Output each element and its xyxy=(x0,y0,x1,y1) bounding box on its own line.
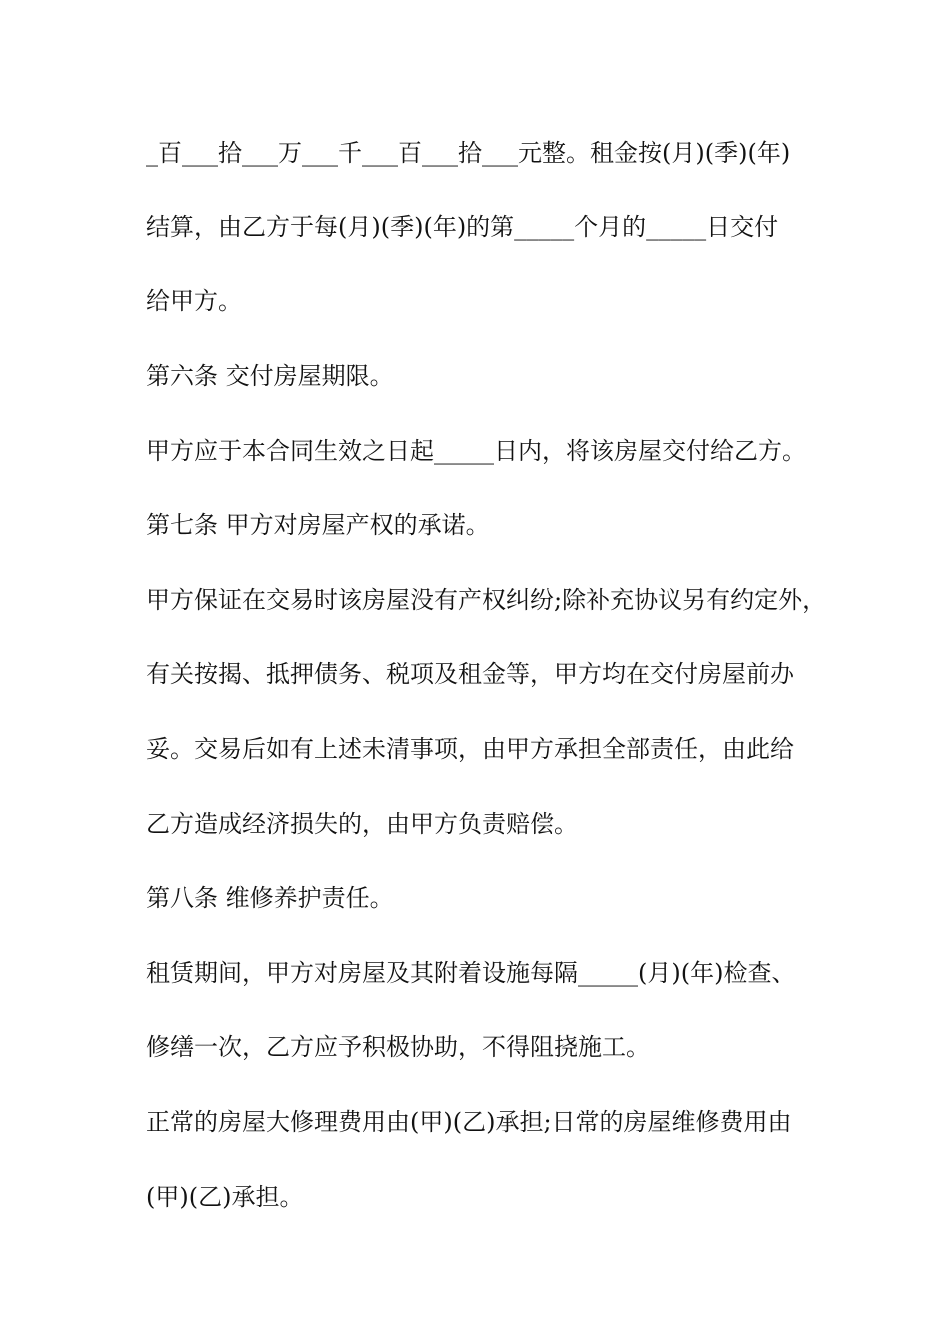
contract-line-settlement: 结算，由乙方于每(月)(季)(年)的第_____个月的_____日交付 xyxy=(146,213,779,241)
contract-line-payee: 给甲方。 xyxy=(146,287,242,315)
article-7-body-line-1: 甲方保证在交易时该房屋没有产权纠纷;除补充协议另有约定外， xyxy=(146,586,827,614)
article-7-heading: 第七条 甲方对房屋产权的承诺。 xyxy=(146,511,490,539)
article-7-body-line-4: 乙方造成经济损失的，由甲方负责赔偿。 xyxy=(146,810,578,838)
article-7-body-line-3: 妥。交易后如有上述未清事项，由甲方承担全部责任，由此给 xyxy=(146,735,794,763)
article-8-body-line-2: 修缮一次，乙方应予积极协助，不得阻挠施工。 xyxy=(146,1033,650,1061)
article-6-heading: 第六条 交付房屋期限。 xyxy=(146,362,394,390)
article-8-body-line-1: 租赁期间，甲方对房屋及其附着设施每隔_____(月)(年)检查、 xyxy=(146,959,796,987)
article-8-repair-costs-line-1: 正常的房屋大修理费用由(甲)(乙)承担;日常的房屋维修费用由 xyxy=(146,1108,792,1136)
contract-line-rent-amount: _百___拾___万___千___百___拾___元整。租金按(月)(季)(年) xyxy=(146,139,791,167)
article-8-heading: 第八条 维修养护责任。 xyxy=(146,884,394,912)
article-6-body: 甲方应于本合同生效之日起_____日内，将该房屋交付给乙方。 xyxy=(146,437,806,465)
article-7-body-line-2: 有关按揭、抵押债务、税项及租金等，甲方均在交付房屋前办 xyxy=(146,660,794,688)
article-8-repair-costs-line-2: (甲)(乙)承担。 xyxy=(146,1183,304,1211)
